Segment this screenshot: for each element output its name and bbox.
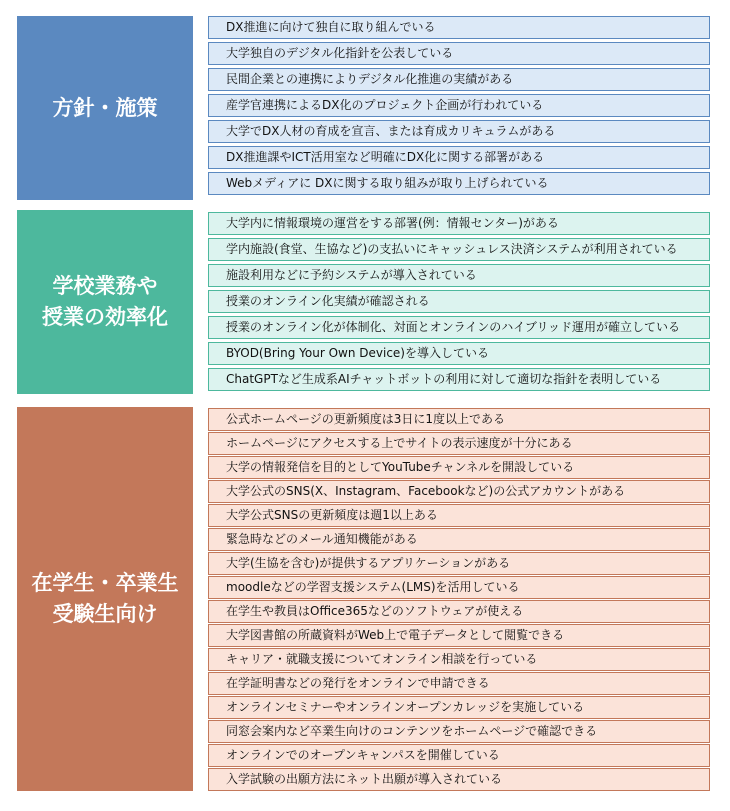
criteria-item: オンラインでのオープンキャンパスを開催している [208, 744, 710, 767]
criteria-item: 在学生や教員はOffice365などのソフトウェアが使える [208, 600, 710, 623]
criteria-item: DX推進課やICT活用室など明確にDX化に関する部署がある [208, 146, 710, 169]
criteria-item: 民間企業との連携によりデジタル化推進の実績がある [208, 68, 710, 91]
category-label-efficiency: 学校業務や 授業の効率化 [17, 210, 193, 394]
category-label-students: 在学生・卒業生 受験生向け [17, 407, 193, 791]
criteria-item: 公式ホームページの更新頻度は3日に1度以上である [208, 408, 710, 431]
criteria-list-students [208, 408, 710, 791]
criteria-item: moodleなどの学習支援システム(LMS)を活用している [208, 576, 710, 599]
criteria-item: キャリア・就職支援についてオンライン相談を行っている [208, 648, 710, 671]
criteria-item: 同窓会案内など卒業生向けのコンテンツをホームページで確認できる [208, 720, 710, 743]
criteria-item: 大学内に情報環境の運営をする部署(例：情報センター)がある [208, 212, 710, 235]
category-label-policy: 方針・施策 [17, 16, 193, 200]
criteria-item: 緊急時などのメール通知機能がある [208, 528, 710, 551]
criteria-list-efficiency [208, 212, 710, 391]
criteria-item: 在学証明書などの発行をオンラインで申請できる [208, 672, 710, 695]
criteria-item: 大学の情報発信を目的としてYouTubeチャンネルを開設している [208, 456, 710, 479]
criteria-item: BYOD(Bring Your Own Device)を導入している [208, 342, 710, 365]
criteria-item: ChatGPTなど生成系AIチャットボットの利用に対して適切な指針を表明している [208, 368, 710, 391]
criteria-list-policy [208, 16, 710, 195]
criteria-item: 施設利用などに予約システムが導入されている [208, 264, 710, 287]
criteria-item: 入学試験の出願方法にネット出願が導入されている [208, 768, 710, 791]
criteria-item: DX推進に向けて独自に取り組んでいる [208, 16, 710, 39]
criteria-item: 大学(生協を含む)が提供するアプリケーションがある [208, 552, 710, 575]
criteria-item: 授業のオンライン化が体制化、対面とオンラインのハイブリッド運用が確立している [208, 316, 710, 339]
criteria-item: 大学でDX人材の育成を宣言、または育成カリキュラムがある [208, 120, 710, 143]
criteria-item: Webメディアに DXに関する取り組みが取り上げられている [208, 172, 710, 195]
criteria-item: 産学官連携によるDX化のプロジェクト企画が行われている [208, 94, 710, 117]
criteria-item: オンラインセミナーやオンラインオープンカレッジを実施している [208, 696, 710, 719]
criteria-item: ホームページにアクセスする上でサイトの表示速度が十分にある [208, 432, 710, 455]
criteria-item: 大学公式のSNS(X、Instagram、Facebookなど)の公式アカウントがある [208, 480, 710, 503]
criteria-item: 大学図書館の所蔵資料がWeb上で電子データとして閲覧できる [208, 624, 710, 647]
criteria-item: 大学公式SNSの更新頻度は週1以上ある [208, 504, 710, 527]
criteria-item: 大学独自のデジタル化指針を公表している [208, 42, 710, 65]
criteria-item: 学内施設(食堂、生協など)の支払いにキャッシュレス決済システムが利用されている [208, 238, 710, 261]
criteria-item: 授業のオンライン化実績が確認される [208, 290, 710, 313]
